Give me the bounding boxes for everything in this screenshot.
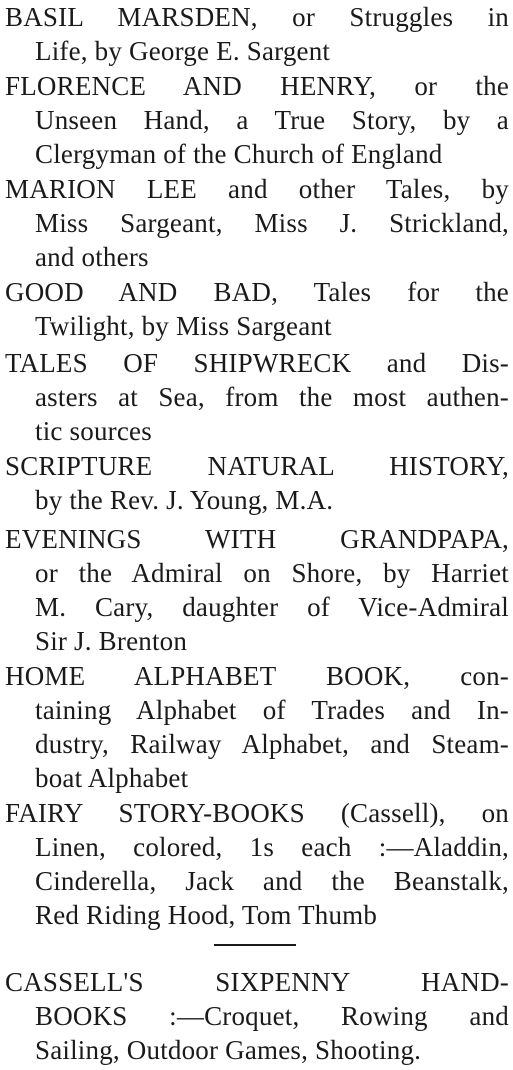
entry-line: tic sources (35, 416, 152, 446)
entry-line: BOOKS :—Croquet, Rowing and (35, 1001, 509, 1031)
book-entry-marion-lee (5, 172, 509, 274)
entry-line: FAIRY STORY-BOOKS (Cassell), on (5, 798, 509, 828)
entry-line: Cinderella, Jack and the Beanstalk, (35, 866, 509, 896)
entry-line: Red Riding Hood, Tom Thumb (35, 900, 378, 930)
entry-line: EVENINGS WITH GRANDPAPA, (5, 524, 509, 554)
entry-line: Linen, colored, 1s each :—Aladdin, (35, 832, 509, 862)
book-entry-evenings-with-grandpapa (5, 522, 509, 658)
entry-line: Sir J. Brenton (35, 626, 188, 656)
section-divider (214, 944, 296, 946)
book-entry-home-alphabet-book (5, 659, 509, 795)
entry-line: asters at Sea, from the most authen- (35, 382, 509, 412)
book-entry-good-and-bad (5, 275, 509, 343)
entry-line: GOOD AND BAD, Tales for the (5, 277, 509, 307)
entry-line: boat Alphabet (35, 763, 189, 793)
book-entry-basil-marsden (5, 0, 509, 68)
entry-line: TALES OF SHIPWRECK and Dis- (5, 348, 509, 378)
entry-line: Life, by George E. Sargent (35, 36, 331, 66)
entry-line: and others (35, 242, 149, 272)
entry-line: taining Alphabet of Trades and In- (35, 695, 509, 725)
entry-line: or the Admiral on Shore, by Harriet (35, 558, 509, 588)
entry-line: dustry, Railway Alphabet, and Steam- (35, 729, 509, 759)
entry-line: Clergyman of the Church of England (35, 139, 443, 169)
entry-line: by the Rev. J. Young, M.A. (35, 485, 334, 515)
entry-line: CASSELL'S SIXPENNY HAND- (5, 967, 509, 997)
book-entry-tales-of-shipwreck (5, 346, 509, 448)
entry-line: M. Cary, daughter of Vice-Admiral (35, 592, 509, 622)
entry-line: MARION LEE and other Tales, by (5, 174, 509, 204)
entry-line: HOME ALPHABET BOOK, con- (5, 661, 509, 691)
book-entry-scripture-natural-history (5, 449, 509, 517)
entry-line: Sailing, Outdoor Games, Shooting. (35, 1035, 422, 1065)
entry-line: FLORENCE AND HENRY, or the (5, 71, 509, 101)
book-entry-cassells-sixpenny-handbooks (5, 965, 509, 1067)
entry-line: Miss Sargeant, Miss J. Strickland, (35, 208, 509, 238)
entry-line: Twilight, by Miss Sargeant (35, 311, 332, 341)
book-entry-fairy-story-books (5, 796, 509, 932)
entry-line: SCRIPTURE NATURAL HISTORY, (5, 451, 509, 481)
book-entry-florence-and-henry (5, 69, 509, 171)
entry-line: Unseen Hand, a True Story, by a (35, 105, 509, 135)
entry-line: BASIL MARSDEN, or Struggles in (5, 2, 509, 32)
